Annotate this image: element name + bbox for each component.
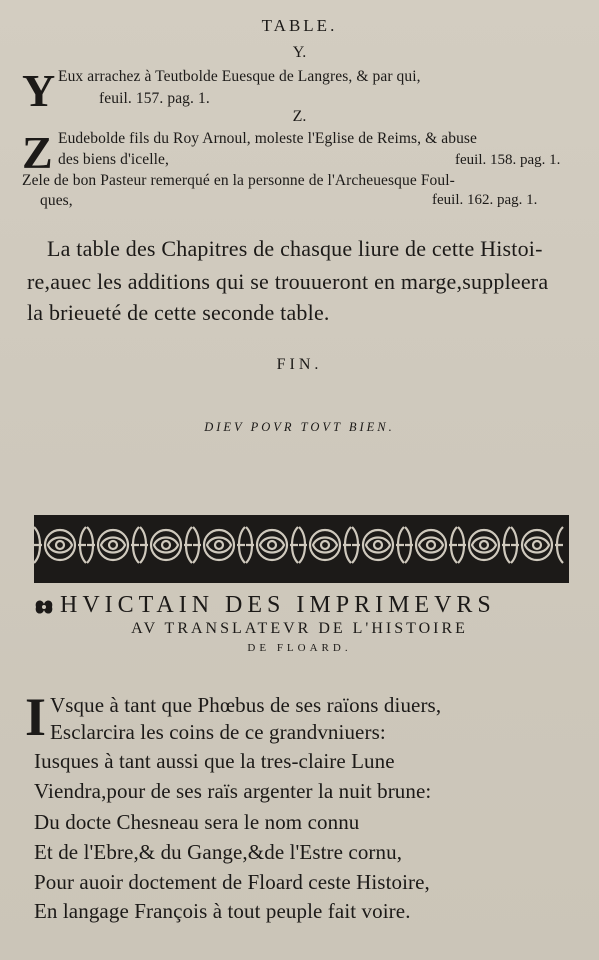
verse-line-6: Et de l'Ebre,& du Gange,&de l'Estre cornu, <box>34 840 403 864</box>
fin-mark: FIN. <box>276 356 323 373</box>
entry-z-line4: ques, <box>40 192 73 209</box>
huictain-subtitle: AV TRANSLATEVR DE L'HISTOIRE <box>131 620 468 637</box>
verse-line-4: Viendra,pour de ses raïs argenter la nuit brune: <box>34 779 432 803</box>
ornament-pattern <box>34 519 569 571</box>
running-head: TABLE. <box>261 16 338 35</box>
verse-line-5: Du docte Chesneau sera le nom connu <box>34 810 360 834</box>
verse-line-2: Esclarcira les coins de ce grandvniuers: <box>50 720 386 744</box>
entry-z-line3: Zele de bon Pasteur remerqué en la personne de l'Archeuesque Foul- <box>22 172 455 189</box>
verse-line-3: Iusques à tant aussi que la tres-claire Lune <box>34 749 395 773</box>
fleuron-icon <box>32 596 56 618</box>
section-letter-z: Z. <box>292 108 307 125</box>
dropcap-y: Y <box>22 65 56 116</box>
huictain-subtitle-2: DE FLOARD. <box>247 642 352 654</box>
section-letter-y: Y. <box>292 44 307 61</box>
entry-z-line2-ref: feuil. 158. pag. 1. <box>455 152 561 168</box>
note-line3: la brieueté de cette seconde table. <box>27 300 330 325</box>
note-line2: re,auec les additions qui se trouueront en marge,suppleera <box>27 269 549 294</box>
dropcap-z: Z <box>22 127 53 178</box>
huictain-title: HVICTAIN DES IMPRIMEVRS <box>60 592 496 618</box>
devise: DIEV POVR TOVT BIEN. <box>204 420 395 434</box>
verse-line-8: En langage François à tout peuple fait voire. <box>34 899 411 923</box>
entry-z-line4-ref: feuil. 162. pag. 1. <box>432 192 538 208</box>
entry-z-line1: Eudebolde fils du Roy Arnoul, moleste l'Eglise de Reims, & abuse <box>58 130 478 147</box>
entry-z-line2: des biens d'icelle, <box>58 151 170 168</box>
note-line1: La table des Chapitres de chasque liure de cette Histoi- <box>47 236 543 261</box>
entry-y-line1: Eux arrachez à Teutbolde Euesque de Langres, & par qui, <box>58 68 421 85</box>
ornamental-band <box>34 515 569 583</box>
verse-line-7: Pour auoir doctement de Floard ceste Histoire, <box>34 870 430 894</box>
entry-y-line2: feuil. 157. pag. 1. <box>99 90 210 107</box>
verse-line-1: Vsque à tant que Phœbus de ses raïons diuers, <box>50 693 442 717</box>
verse-dropcap: I <box>25 687 47 747</box>
